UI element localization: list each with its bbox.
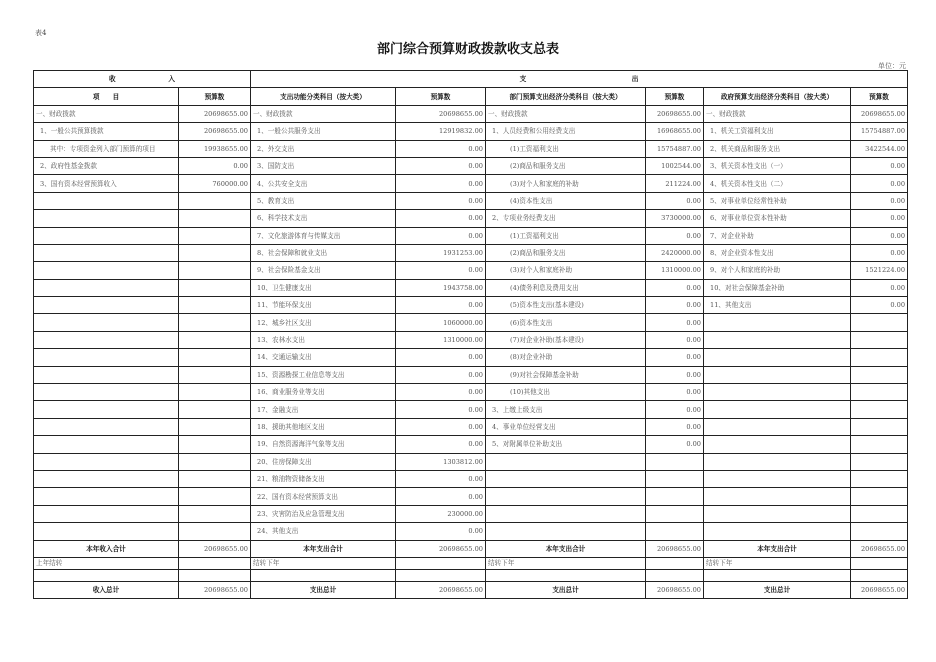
budget-amount-cell	[179, 384, 251, 401]
item-name-cell: 11、节能环保支出	[251, 297, 396, 314]
total-row	[34, 581, 908, 598]
table-row	[34, 436, 908, 453]
item-name-cell: 22、国有资本经营预算支出	[251, 488, 396, 505]
item-name-cell: (3)对个人和家庭补助	[486, 262, 646, 279]
budget-amount-cell: 1303812.00	[396, 453, 486, 470]
budget-amount-cell: 20698655.00	[179, 123, 251, 140]
table-row	[34, 523, 908, 540]
section-header-row	[34, 71, 908, 88]
budget-amount-cell	[646, 523, 704, 540]
item-name-cell: 1、一般公共预算拨款	[34, 123, 179, 140]
item-name-cell	[34, 366, 179, 383]
budget-amount-cell: 20698655.00	[646, 105, 704, 122]
budget-amount-cell: 0.00	[646, 314, 704, 331]
item-name-cell	[34, 470, 179, 487]
budget-amount-cell: 3422544.00	[851, 140, 908, 157]
item-name-cell: (2)商品和服务支出	[486, 244, 646, 261]
item-name-cell: 4、公共安全支出	[251, 175, 396, 192]
item-name-cell: 结转下年	[251, 557, 396, 569]
budget-amount-cell	[179, 418, 251, 435]
table-row	[34, 192, 908, 209]
item-name-cell	[34, 227, 179, 244]
budget-amount-cell	[851, 401, 908, 418]
table-row	[34, 314, 908, 331]
budget-amount-cell: 0.00	[396, 384, 486, 401]
item-name-cell: 3、国有资本经营预算收入	[34, 175, 179, 192]
table-row	[34, 244, 908, 261]
budget-amount-cell: 1060000.00	[396, 314, 486, 331]
budget-amount-cell: 0.00	[396, 418, 486, 435]
table-row	[34, 453, 908, 470]
budget-amount-cell	[646, 569, 704, 581]
budget-amount-cell: 20698655.00	[179, 581, 251, 598]
budget-table	[33, 70, 908, 599]
budget-amount-cell	[851, 505, 908, 522]
budget-amount-cell: 15754887.00	[851, 123, 908, 140]
budget-amount-cell	[179, 192, 251, 209]
budget-amount-cell: 3730000.00	[646, 210, 704, 227]
table-row	[34, 175, 908, 192]
budget-amount-cell: 20698655.00	[851, 105, 908, 122]
item-name-cell	[34, 488, 179, 505]
item-name-cell: 13、农林水支出	[251, 331, 396, 348]
page-title: 部门综合预算财政拨款收支总表	[376, 42, 559, 57]
item-name-cell: 1、一般公共服务支出	[251, 123, 396, 140]
budget-amount-cell: 20698655.00	[179, 105, 251, 122]
item-name-cell	[34, 244, 179, 261]
budget-amount-cell: 0.00	[396, 488, 486, 505]
budget-amount-cell: 0.00	[396, 366, 486, 383]
item-name-cell	[704, 314, 851, 331]
item-name-cell	[34, 314, 179, 331]
budget-amount-cell: 0.00	[851, 279, 908, 296]
budget-amount-cell: 0.00	[396, 349, 486, 366]
budget-amount-cell: 0.00	[396, 175, 486, 192]
budget-amount-cell	[646, 488, 704, 505]
item-name-cell: 2、外交支出	[251, 140, 396, 157]
budget-amount-cell: 20698655.00	[396, 105, 486, 122]
budget-amount-cell	[851, 453, 908, 470]
item-name-cell	[704, 453, 851, 470]
budget-amount-cell	[179, 557, 251, 569]
item-name-cell	[34, 349, 179, 366]
budget-amount-cell	[179, 262, 251, 279]
budget-amount-cell	[851, 436, 908, 453]
budget-amount-cell: 0.00	[851, 244, 908, 261]
item-name-cell: 一、财政拨款	[34, 105, 179, 122]
table-row	[34, 384, 908, 401]
item-name-cell: 本年收入合计	[34, 540, 179, 557]
budget-amount-cell: 0.00	[396, 210, 486, 227]
budget-amount-cell	[646, 557, 704, 569]
budget-amount-cell	[179, 470, 251, 487]
budget-amount-cell: 0.00	[396, 436, 486, 453]
item-name-cell	[704, 349, 851, 366]
item-name-cell: 3、机关资本性支出（一）	[704, 157, 851, 174]
item-name-cell: 4、机关资本性支出（二）	[704, 175, 851, 192]
item-name-cell: 支出总计	[486, 581, 646, 598]
item-name-cell	[34, 436, 179, 453]
column-header: 预算数	[179, 88, 251, 105]
budget-amount-cell: 1931253.00	[396, 244, 486, 261]
budget-amount-cell: 0.00	[179, 157, 251, 174]
item-name-cell	[34, 523, 179, 540]
budget-amount-cell: 1943758.00	[396, 279, 486, 296]
table-row	[34, 401, 908, 418]
budget-amount-cell	[646, 453, 704, 470]
budget-amount-cell	[851, 366, 908, 383]
budget-amount-cell	[179, 297, 251, 314]
item-name-cell	[486, 523, 646, 540]
income-section-header: 收 入	[34, 71, 251, 88]
budget-amount-cell: 19938655.00	[179, 140, 251, 157]
budget-amount-cell: 0.00	[396, 401, 486, 418]
budget-amount-cell: 0.00	[396, 262, 486, 279]
item-name-cell	[486, 470, 646, 487]
column-header-row	[34, 88, 908, 105]
table-row	[34, 418, 908, 435]
item-name-cell: (7)对企业补助(基本建设)	[486, 331, 646, 348]
budget-amount-cell: 20698655.00	[396, 540, 486, 557]
item-name-cell	[486, 453, 646, 470]
item-name-cell: 2、政府性基金拨款	[34, 157, 179, 174]
item-name-cell: (1)工资福利支出	[486, 140, 646, 157]
column-header: 政府预算支出经济分类科目（按大类）	[704, 88, 851, 105]
item-name-cell: 上年结转	[34, 557, 179, 569]
carryover-row	[34, 557, 908, 569]
budget-amount-cell	[851, 418, 908, 435]
item-name-cell	[704, 418, 851, 435]
budget-amount-cell: 230000.00	[396, 505, 486, 522]
budget-amount-cell: 0.00	[396, 227, 486, 244]
budget-amount-cell	[851, 470, 908, 487]
item-name-cell	[704, 505, 851, 522]
budget-amount-cell: 0.00	[396, 470, 486, 487]
table-row	[34, 105, 908, 122]
column-header: 预算数	[396, 88, 486, 105]
item-name-cell: (8)对企业补助	[486, 349, 646, 366]
table-row	[34, 279, 908, 296]
budget-amount-cell: 0.00	[851, 157, 908, 174]
budget-amount-cell: 2420000.00	[646, 244, 704, 261]
item-name-cell: (6)资本性支出	[486, 314, 646, 331]
subtotal-row	[34, 540, 908, 557]
budget-amount-cell	[851, 331, 908, 348]
table-row	[34, 505, 908, 522]
budget-amount-cell	[851, 557, 908, 569]
item-name-cell	[704, 384, 851, 401]
unit-label: 单位：元	[878, 62, 906, 70]
item-name-cell: 9、对个人和家庭的补助	[704, 262, 851, 279]
budget-amount-cell	[179, 505, 251, 522]
item-name-cell	[34, 384, 179, 401]
item-name-cell: 7、对企业补助	[704, 227, 851, 244]
item-name-cell: 本年支出合计	[251, 540, 396, 557]
item-name-cell: 10、对社会保障基金补助	[704, 279, 851, 296]
item-name-cell: 一、财政拨款	[486, 105, 646, 122]
budget-amount-cell: 0.00	[646, 349, 704, 366]
budget-amount-cell: 0.00	[646, 331, 704, 348]
item-name-cell: 本年支出合计	[704, 540, 851, 557]
item-name-cell: 3、上缴上级支出	[486, 401, 646, 418]
item-name-cell: (5)资本性支出(基本建设)	[486, 297, 646, 314]
item-name-cell	[34, 331, 179, 348]
budget-amount-cell	[396, 557, 486, 569]
budget-amount-cell: 0.00	[851, 175, 908, 192]
table-row	[34, 297, 908, 314]
item-name-cell	[704, 401, 851, 418]
item-name-cell: (4)资本性支出	[486, 192, 646, 209]
item-name-cell	[34, 210, 179, 227]
budget-amount-cell: 0.00	[851, 192, 908, 209]
item-name-cell: 本年支出合计	[486, 540, 646, 557]
budget-amount-cell	[851, 384, 908, 401]
budget-amount-cell: 20698655.00	[851, 581, 908, 598]
item-name-cell: 收入总计	[34, 581, 179, 598]
table-row	[34, 157, 908, 174]
budget-amount-cell: 20698655.00	[396, 581, 486, 598]
item-name-cell	[486, 505, 646, 522]
item-name-cell	[704, 523, 851, 540]
item-name-cell: 8、社会保障和就业支出	[251, 244, 396, 261]
item-name-cell: 23、灾害防治及应急管理支出	[251, 505, 396, 522]
table-row	[34, 140, 908, 157]
budget-amount-cell: 16968655.00	[646, 123, 704, 140]
column-header: 项 目	[34, 88, 179, 105]
item-name-cell: 5、对事业单位经常性补助	[704, 192, 851, 209]
budget-amount-cell	[179, 244, 251, 261]
budget-amount-cell: 0.00	[646, 436, 704, 453]
column-header: 预算数	[646, 88, 704, 105]
item-name-cell: 结转下年	[486, 557, 646, 569]
budget-amount-cell	[179, 279, 251, 296]
item-name-cell: 5、教育支出	[251, 192, 396, 209]
item-name-cell	[704, 436, 851, 453]
item-name-cell	[34, 262, 179, 279]
item-name-cell	[34, 297, 179, 314]
item-name-cell: (4)债务利息及费用支出	[486, 279, 646, 296]
budget-amount-cell: 12919832.00	[396, 123, 486, 140]
item-name-cell	[704, 366, 851, 383]
table-row	[34, 123, 908, 140]
item-name-cell: 24、其他支出	[251, 523, 396, 540]
table-row	[34, 331, 908, 348]
budget-amount-cell	[179, 366, 251, 383]
item-name-cell: (2)商品和服务支出	[486, 157, 646, 174]
blank-row	[34, 569, 908, 581]
budget-amount-cell	[179, 349, 251, 366]
budget-amount-cell	[179, 210, 251, 227]
budget-amount-cell: 1002544.00	[646, 157, 704, 174]
item-name-cell: 15、资源勘探工业信息等支出	[251, 366, 396, 383]
budget-amount-cell: 0.00	[396, 140, 486, 157]
budget-amount-cell: 0.00	[646, 279, 704, 296]
budget-amount-cell	[851, 349, 908, 366]
item-name-cell: 6、科学技术支出	[251, 210, 396, 227]
budget-amount-cell: 1310000.00	[396, 331, 486, 348]
budget-amount-cell: 0.00	[396, 297, 486, 314]
item-name-cell: 2、专项业务经费支出	[486, 210, 646, 227]
budget-amount-cell: 0.00	[646, 401, 704, 418]
budget-amount-cell: 0.00	[396, 523, 486, 540]
budget-amount-cell	[851, 569, 908, 581]
item-name-cell: 1、人员经费和公用经费支出	[486, 123, 646, 140]
table-row	[34, 262, 908, 279]
item-name-cell: 14、交通运输支出	[251, 349, 396, 366]
item-name-cell	[486, 488, 646, 505]
budget-amount-cell: 0.00	[851, 210, 908, 227]
item-name-cell: 支出总计	[704, 581, 851, 598]
budget-amount-cell	[179, 227, 251, 244]
item-name-cell	[704, 331, 851, 348]
budget-amount-cell: 211224.00	[646, 175, 704, 192]
budget-amount-cell: 0.00	[646, 192, 704, 209]
table-row	[34, 349, 908, 366]
item-name-cell: 其中：专项资金列入部门预算的项目	[34, 140, 179, 157]
item-name-cell: 10、卫生健康支出	[251, 279, 396, 296]
item-name-cell: 18、援助其他地区支出	[251, 418, 396, 435]
budget-amount-cell	[179, 488, 251, 505]
budget-amount-cell	[179, 453, 251, 470]
budget-amount-cell: 0.00	[851, 297, 908, 314]
item-name-cell	[251, 569, 396, 581]
budget-amount-cell: 0.00	[646, 297, 704, 314]
item-name-cell	[34, 505, 179, 522]
budget-amount-cell: 20698655.00	[646, 581, 704, 598]
item-name-cell	[704, 488, 851, 505]
budget-amount-cell: 1521224.00	[851, 262, 908, 279]
item-name-cell	[704, 470, 851, 487]
budget-amount-cell: 15754887.00	[646, 140, 704, 157]
budget-amount-cell: 1310000.00	[646, 262, 704, 279]
budget-amount-cell: 0.00	[646, 418, 704, 435]
item-name-cell	[486, 569, 646, 581]
budget-amount-cell	[851, 488, 908, 505]
table-number: 表4	[35, 29, 47, 37]
item-name-cell: 一、财政拨款	[251, 105, 396, 122]
item-name-cell: 6、对事业单位资本性补助	[704, 210, 851, 227]
budget-amount-cell: 760000.00	[179, 175, 251, 192]
budget-amount-cell: 0.00	[851, 227, 908, 244]
item-name-cell: 7、文化旅游体育与传媒支出	[251, 227, 396, 244]
budget-amount-cell	[179, 569, 251, 581]
budget-amount-cell: 0.00	[646, 366, 704, 383]
table-row	[34, 227, 908, 244]
budget-amount-cell: 0.00	[646, 384, 704, 401]
budget-amount-cell: 0.00	[646, 227, 704, 244]
budget-amount-cell	[179, 401, 251, 418]
expense-section-header: 支 出	[251, 71, 908, 88]
item-name-cell	[34, 569, 179, 581]
budget-amount-cell	[396, 569, 486, 581]
budget-amount-cell	[179, 331, 251, 348]
column-header: 预算数	[851, 88, 908, 105]
column-header: 部门预算支出经济分类科目（按大类）	[486, 88, 646, 105]
item-name-cell: 支出总计	[251, 581, 396, 598]
item-name-cell: (1)工资福利支出	[486, 227, 646, 244]
column-header: 支出功能分类科目（按大类）	[251, 88, 396, 105]
item-name-cell: (9)对社会保障基金补助	[486, 366, 646, 383]
budget-amount-cell: 20698655.00	[646, 540, 704, 557]
item-name-cell: 2、机关商品和服务支出	[704, 140, 851, 157]
item-name-cell: 19、自然资源海洋气象等支出	[251, 436, 396, 453]
item-name-cell: 17、金融支出	[251, 401, 396, 418]
item-name-cell	[704, 569, 851, 581]
table-row	[34, 488, 908, 505]
item-name-cell: 一、财政拨款	[704, 105, 851, 122]
item-name-cell	[34, 192, 179, 209]
budget-amount-cell	[646, 470, 704, 487]
item-name-cell: 结转下年	[704, 557, 851, 569]
item-name-cell	[34, 401, 179, 418]
table-row	[34, 366, 908, 383]
item-name-cell	[34, 453, 179, 470]
item-name-cell: 20、住房保障支出	[251, 453, 396, 470]
budget-amount-cell: 20698655.00	[179, 540, 251, 557]
budget-amount-cell	[179, 523, 251, 540]
budget-amount-cell	[179, 314, 251, 331]
budget-amount-cell	[646, 505, 704, 522]
budget-amount-cell: 20698655.00	[851, 540, 908, 557]
item-name-cell: 11、其他支出	[704, 297, 851, 314]
item-name-cell: 3、国防支出	[251, 157, 396, 174]
item-name-cell	[34, 279, 179, 296]
item-name-cell: 9、社会保险基金支出	[251, 262, 396, 279]
budget-amount-cell: 0.00	[396, 157, 486, 174]
item-name-cell: 1、机关工资福利支出	[704, 123, 851, 140]
table-row	[34, 210, 908, 227]
budget-amount-cell	[851, 314, 908, 331]
item-name-cell: 16、商业服务业等支出	[251, 384, 396, 401]
item-name-cell: 21、粮油物资储备支出	[251, 470, 396, 487]
budget-amount-cell	[179, 436, 251, 453]
item-name-cell	[34, 418, 179, 435]
item-name-cell: 4、事业单位经营支出	[486, 418, 646, 435]
item-name-cell: 12、城乡社区支出	[251, 314, 396, 331]
item-name-cell: (3)对个人和家庭的补助	[486, 175, 646, 192]
item-name-cell: 8、对企业资本性支出	[704, 244, 851, 261]
budget-amount-cell	[851, 523, 908, 540]
item-name-cell: 5、对附属单位补助支出	[486, 436, 646, 453]
table-row	[34, 470, 908, 487]
item-name-cell: (10)其他支出	[486, 384, 646, 401]
budget-amount-cell: 0.00	[396, 192, 486, 209]
